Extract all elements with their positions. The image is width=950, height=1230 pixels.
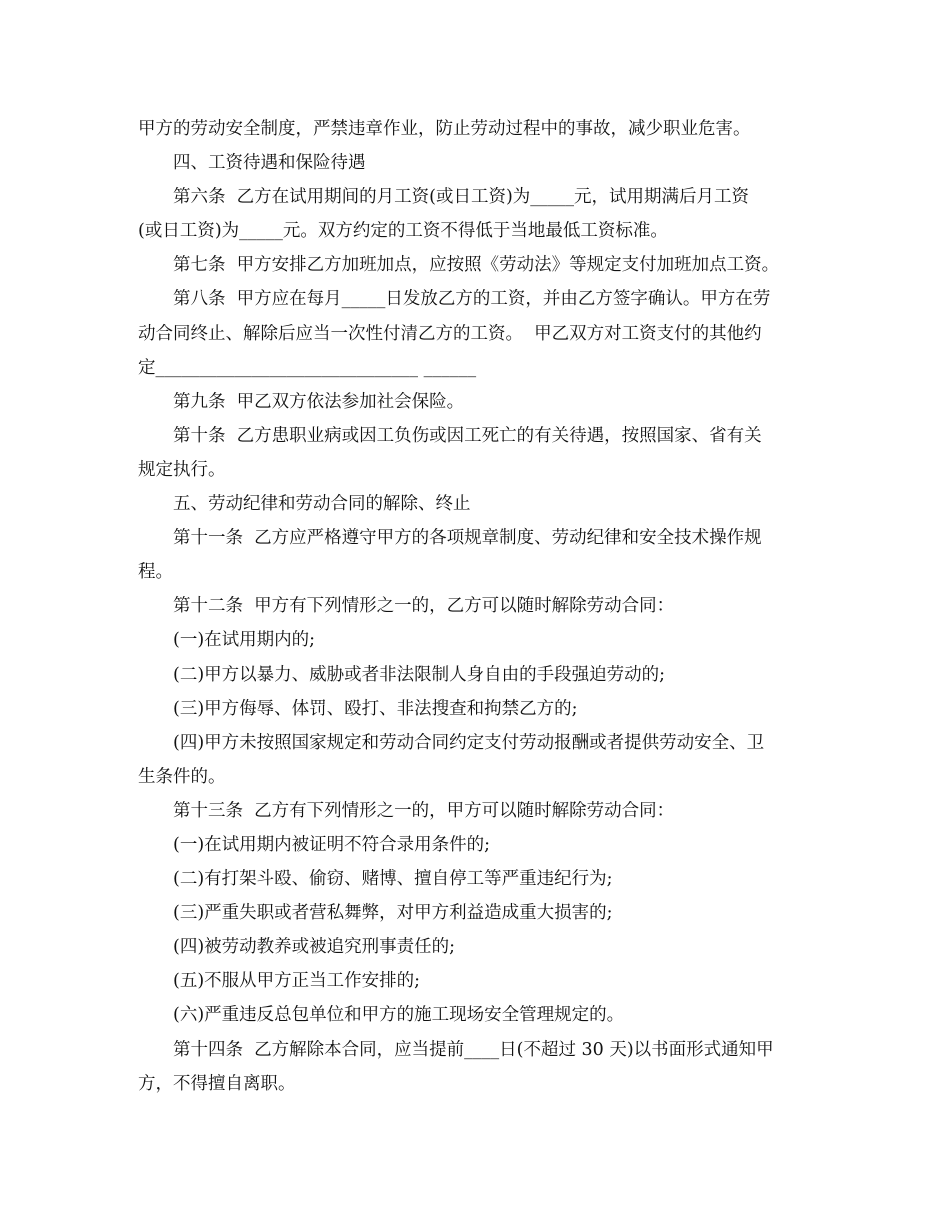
list-item: (六)严重违反总包单位和甲方的施工现场安全管理规定的。 <box>173 1005 625 1026</box>
document-line: 生条件的。 <box>138 766 226 787</box>
list-item: (二)甲方以暴力、威胁或者非法限制人身自由的手段强迫劳动的; <box>173 664 666 685</box>
document-line: 第十条 乙方患职业病或因工负伤或因工死亡的有关待遇，按照国家、省有关 <box>173 425 762 446</box>
document-line: 第十四条 乙方解除本合同，应当提前____日(不超过 30 天)以书面形式通知甲 <box>173 1039 774 1060</box>
document-line: 第九条 甲乙双方依法参加社会保险。 <box>173 391 465 412</box>
list-item: (一)在试用期内的; <box>173 630 316 651</box>
document-line: 规定执行。 <box>138 459 226 480</box>
list-item: (三)甲方侮辱、体罚、殴打、非法搜查和拘禁乙方的; <box>173 698 578 719</box>
list-item: (四)甲方未按照国家规定和劳动合同约定支付劳动报酬或者提供劳动安全、卫 <box>173 732 765 753</box>
list-item: (一)在试用期内被证明不符合录用条件的; <box>173 834 491 855</box>
document-line: 程。 <box>138 562 173 583</box>
list-item: (四)被劳动教养或被追究刑事责任的; <box>173 937 456 958</box>
document-line: 第七条 甲方安排乙方加班加点，应按照《劳动法》等规定支付加班加点工资。 <box>173 255 780 276</box>
document-line: 动合同终止、解除后应当一次性付清乙方的工资。 甲乙双方对工资支付的其他约 <box>138 323 762 344</box>
document-line: 方，不得擅自离职。 <box>138 1073 296 1094</box>
list-item: (二)有打架斗殴、偷窃、赌博、擅自停工等严重违纪行为; <box>173 869 613 890</box>
document-line: 第十二条 甲方有下列情形之一的，乙方可以随时解除劳动合同： <box>173 596 675 617</box>
document-line: (或日工资)为_____元。双方约定的工资不得低于当地最低工资标准。 <box>138 221 668 242</box>
list-item: (三)严重失职或者营私舞弊，对甲方利益造成重大损害的; <box>173 903 613 924</box>
section-heading: 五、劳动纪律和劳动合同的解除、终止 <box>173 494 471 515</box>
document-line: 第六条 乙方在试用期间的月工资(或日工资)为_____元，试用期满后月工资 <box>173 187 750 208</box>
document-line: 第十三条 乙方有下列情形之一的，甲方可以随时解除劳动合同： <box>173 800 675 821</box>
document-line: 第八条 甲方应在每月_____日发放乙方的工资，并由乙方签字确认。甲方在劳 <box>173 289 771 310</box>
document-body <box>138 112 814 1101</box>
list-item: (五)不服从甲方正当工作安排的; <box>173 971 421 992</box>
document-line: 甲方的劳动安全制度，严禁违章作业，防止劳动过程中的事故，减少职业危害。 <box>138 119 751 139</box>
document-line: 第十一条 乙方应严格遵守甲方的各项规章制度、劳动纪律和安全技术操作规 <box>173 528 762 549</box>
document-line: 定______________________________ ______ <box>138 357 477 378</box>
section-heading: 四、工资待遇和保险待遇 <box>173 153 366 174</box>
